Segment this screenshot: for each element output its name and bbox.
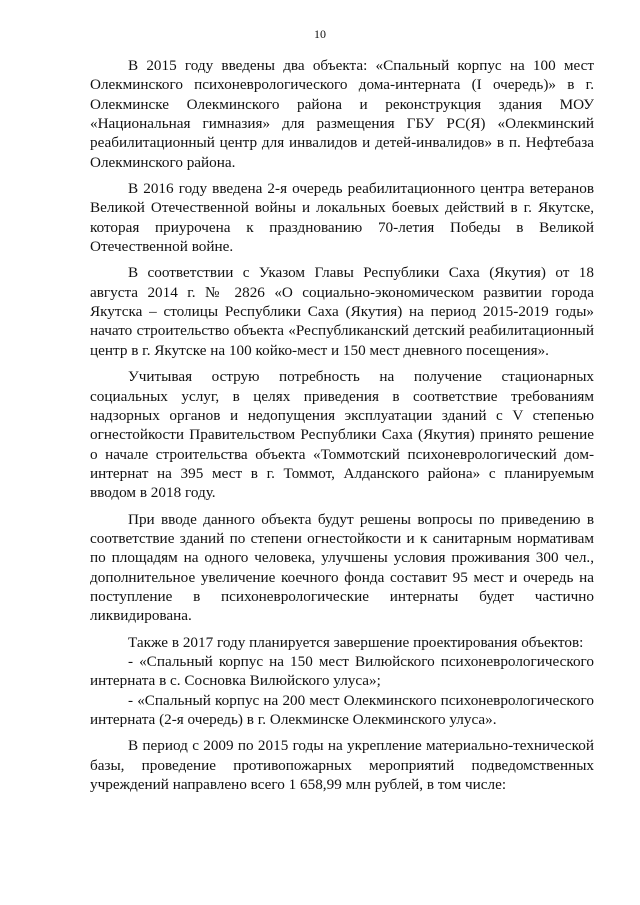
paragraph-decree-2826: В соответствии с Указом Главы Республики Саха (Якутия) от 18 августа 2014 г. № 2826 «О социально-экономическом развитии города Якутска – столицы Республики Саха (Якутия) на период 2015-2019 годы» начато строительство объекта «Республиканский детский реабилитационный центр в г. Якутске на 100 койко-мест и 150 мест дневного посещения».: [90, 264, 594, 359]
paragraph-object-benefits: При вводе данного объекта будут решены вопросы по приведению в соответствие зданий по степени огнестойкости и к санитарным нормативам по площадям на одного человека, улучшены условия проживания 300 чел., дополнительное увеличение коечного фонда составит 95 мест и очередь на поступление в психоневрологические интернаты будет частично ликвидирована.: [90, 510, 594, 625]
paragraph-2009-2015-funding: В период с 2009 по 2015 годы на укрепление материально-технической базы, проведение противопожарных мероприятий подведомственных учреждений направлено всего 1 658,99 млн рублей, в том числе:: [90, 737, 594, 794]
paragraph-2015-objects: В 2015 году введены два объекта: «Спальный корпус на 100 мест Олекминского психоневрологического дома-интерната (I очередь)» в г. Олекминске Олекминского района и реконструкция здания МОУ «Национальная гимназия» для размещения ГБУ РС(Я) «Олекминский реабилитационный центр для инвалидов и детей-инвалидов» в п. Нефтебаза Олекминского района.: [90, 57, 594, 171]
paragraph-2016-rehab-center: В 2016 году введена 2-я очередь реабилитационного центра ветеранов Великой Отечественной войны и локальных боевых действий в г. Якутске, которая приурочена к празднованию 70-летия Победы в Великой Отечественной войне.: [90, 180, 594, 256]
paragraph-2017-design-intro: Также в 2017 году планируется завершение проектирования объектов:: [128, 633, 584, 651]
list-item-olekminsk: - «Спальный корпус на 200 мест Олекминского психоневрологического интерната (2-я очередь) в г. Олекминске Олекминского улуса».: [90, 691, 594, 728]
list-item-vilyuysk: - «Спальный корпус на 150 мест Вилюйского психоневрологического интерната в с. Сосновка Вилюйского улуса»;: [90, 652, 594, 690]
document-body: [90, 56, 594, 801]
paragraph-tommot-construction: Учитывая острую потребность на получение стационарных социальных услуг, в целях приведения в соответствие требованиям надзорных органов и недопущения эксплуатации зданий с V степенью огнестойкости Правительством Республики Саха (Якутия) принято решение о начале строительства объекта «Томмотский психоневрологический дом-интернат на 395 мест в г. Томмот, Алданского района» с планируемым вводом в 2018 году.: [90, 368, 594, 502]
page-number: 10: [314, 27, 326, 41]
